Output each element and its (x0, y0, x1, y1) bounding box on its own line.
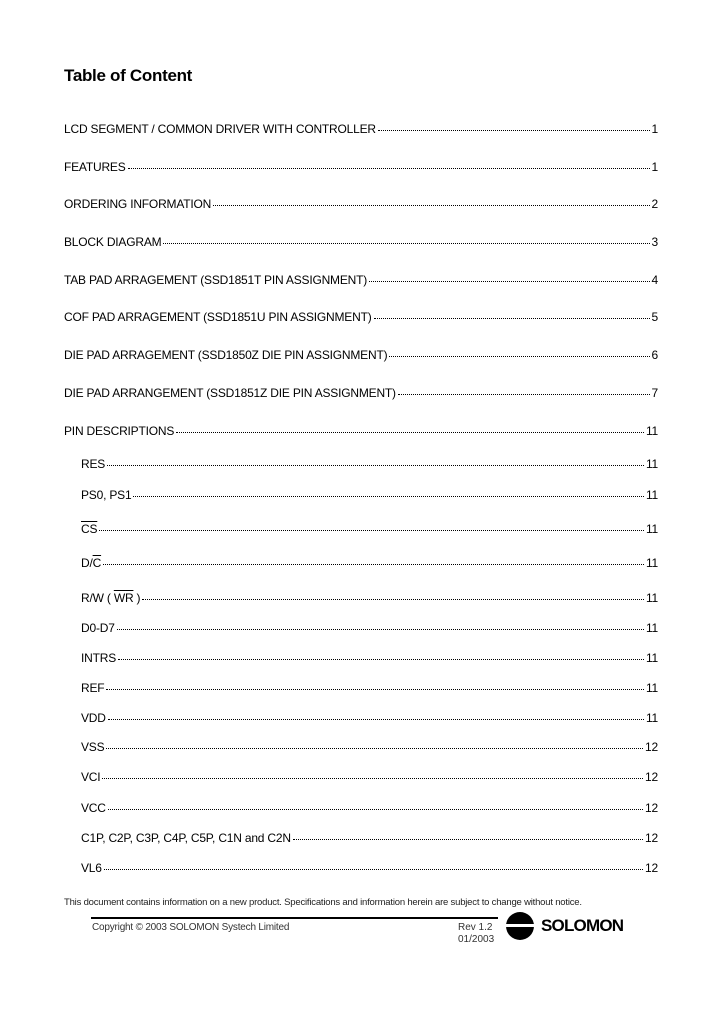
toc-entry[interactable] (64, 197, 658, 211)
toc-sub-entry[interactable] (81, 711, 658, 725)
toc-sub-entry[interactable] (81, 488, 658, 502)
toc-entry[interactable] (64, 273, 658, 287)
dot-leader (103, 563, 644, 565)
toc-sub-entry[interactable] (81, 522, 658, 536)
toc-entry-label: RES (81, 457, 106, 471)
dot-leader (374, 317, 650, 319)
dot-leader (142, 598, 644, 600)
toc-title: Table of Content (64, 66, 193, 85)
toc-entry-label: LCD SEGMENT / COMMON DRIVER WITH CONTROLLER (64, 122, 376, 136)
dot-leader (213, 204, 649, 206)
toc-entry[interactable] (64, 310, 658, 324)
dot-leader (118, 658, 644, 660)
toc-page-number: 11 (645, 651, 658, 665)
dot-leader (389, 355, 649, 357)
toc-page-number: 11 (645, 556, 658, 570)
dot-leader (99, 529, 644, 531)
toc-page-number: 12 (645, 740, 658, 754)
toc-page-number: 1 (651, 160, 658, 174)
toc-sub-entry[interactable] (81, 621, 658, 635)
footer-rule (91, 917, 498, 919)
disclaimer-notice: This document contains information on a new product. Specifications and information herein are subject to change without notice. (64, 897, 582, 908)
label-prefix: R/W ( (81, 591, 111, 605)
toc-page-number: 12 (645, 770, 658, 784)
toc-page-number: 11 (645, 424, 658, 438)
toc-page-number: 11 (645, 457, 658, 471)
toc-page-number: 12 (645, 861, 658, 875)
toc-page-number: 7 (651, 386, 658, 400)
dot-leader (133, 495, 644, 497)
toc-page-number: 3 (651, 235, 658, 249)
dot-leader (117, 628, 644, 630)
toc-entry[interactable] (64, 386, 658, 400)
toc-sub-entry[interactable] (81, 770, 658, 784)
toc-entry-label: BLOCK DIAGRAM (64, 235, 162, 249)
toc-entry[interactable] (64, 424, 658, 438)
label-suffix: ) (136, 591, 141, 605)
dot-leader (176, 431, 644, 433)
dot-leader (378, 129, 650, 131)
dot-leader (107, 464, 644, 466)
toc-sub-entry[interactable] (81, 651, 658, 665)
toc-entry-label: VSS (81, 740, 105, 754)
dot-leader (104, 868, 643, 870)
toc-entry-label: REF (81, 681, 105, 695)
label-prefix: D/ (81, 556, 93, 570)
revision-number: Rev 1.2 (458, 922, 493, 933)
toc-entry-label: C1P, C2P, C3P, C4P, C5P, C1N and C2N (81, 831, 291, 845)
toc-entry[interactable] (64, 348, 658, 362)
toc-sub-entry[interactable] (81, 740, 658, 754)
toc-entry-label: PIN DESCRIPTIONS (64, 424, 175, 438)
toc-sub-entry[interactable] (81, 591, 658, 605)
toc-sub-entry[interactable] (81, 556, 658, 570)
toc-page-number: 11 (645, 621, 658, 635)
toc-entry-label: TAB PAD ARRAGEMENT (SSD1851T PIN ASSIGNMENT) (64, 273, 368, 287)
dot-leader (398, 393, 650, 395)
toc-entry-label: INTRS (81, 651, 117, 665)
toc-entry-label: D0-D7 (81, 621, 115, 635)
toc-entry[interactable] (64, 122, 658, 136)
toc-entry-label: ORDERING INFORMATION (64, 197, 212, 211)
label-overbar: $\overline{WR}$ (113, 591, 134, 605)
toc-sub-entry[interactable] (81, 457, 658, 471)
toc-entry-label: VL6 (81, 861, 102, 875)
toc-page-number: 2 (651, 197, 658, 211)
toc-entry-label: DIE PAD ARRAGEMENT (SSD1850Z DIE PIN ASSIGNMENT) (64, 348, 388, 362)
toc-page-number: 11 (645, 522, 658, 536)
dot-leader (106, 747, 643, 749)
toc-entry-label: COF PAD ARRAGEMENT (SSD1851U PIN ASSIGNMENT) (64, 310, 372, 324)
toc-sub-entry[interactable] (81, 681, 658, 695)
toc-entry-label (81, 556, 101, 570)
toc-page-number: 11 (645, 681, 658, 695)
toc-page-number: 11 (645, 488, 658, 502)
dot-leader (108, 718, 644, 720)
toc-entry-label (81, 591, 140, 605)
toc-sub-entry[interactable] (81, 831, 658, 845)
toc-page-number: 4 (651, 273, 658, 287)
toc-entry-label: VCC (81, 801, 106, 815)
company-logo (505, 911, 623, 941)
solomon-logo-icon (505, 911, 535, 941)
dot-leader (108, 808, 643, 810)
toc-entry-label: $\overline{CS}$ (81, 522, 98, 536)
toc-entry[interactable] (64, 235, 658, 249)
toc-page-number: 12 (645, 831, 658, 845)
toc-entry-label: PS0, PS1 (81, 488, 132, 502)
toc-entry-label: DIE PAD ARRANGEMENT (SSD1851Z DIE PIN ASSIGNMENT) (64, 386, 396, 400)
revision-date: 01/2003 (458, 934, 495, 945)
dot-leader (106, 688, 644, 690)
toc-page-number: 1 (651, 122, 658, 136)
dot-leader (369, 280, 649, 282)
dot-leader (163, 242, 649, 244)
toc-entry[interactable] (64, 160, 658, 174)
toc-entry-label: FEATURES (64, 160, 126, 174)
toc-entry-label: VDD (81, 711, 106, 725)
toc-sub-entry[interactable] (81, 801, 658, 815)
dot-leader (128, 167, 650, 169)
toc-page-number: 12 (645, 801, 658, 815)
dot-leader (293, 838, 643, 840)
toc-entry-label: VCI (81, 770, 101, 784)
copyright-text: Copyright © 2003 SOLOMON Systech Limited (92, 922, 290, 933)
toc-page-number: 11 (645, 711, 658, 725)
toc-sub-entry[interactable] (81, 861, 658, 875)
toc-page-number: 6 (651, 348, 658, 362)
logo-wordmark: SOLOMON (541, 916, 624, 935)
dot-leader (102, 777, 643, 779)
label-overbar: $\overline{C}$ (92, 556, 102, 570)
toc-page-number: 5 (651, 310, 658, 324)
toc-page-number: 11 (645, 591, 658, 605)
revision-info (458, 922, 494, 946)
